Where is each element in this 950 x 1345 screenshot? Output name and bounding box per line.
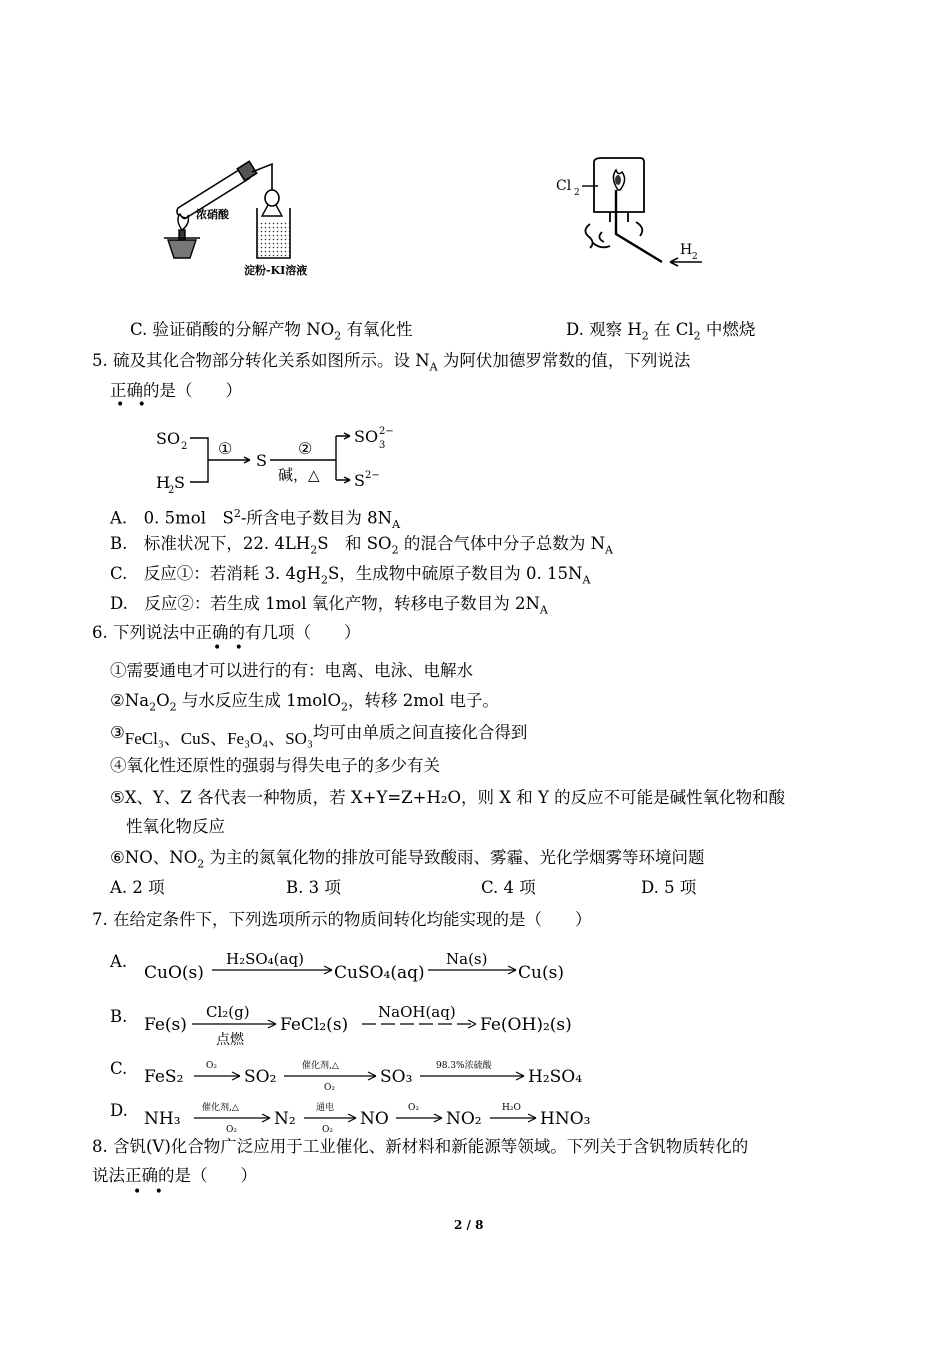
q7-d-label: D. xyxy=(110,1101,128,1120)
fig-d-label-cl2: Cl xyxy=(556,178,572,194)
q6-choice-a: A. 2 项 xyxy=(110,878,165,897)
q7-c-r3: 98.3%浓硫酸 xyxy=(436,1061,492,1071)
q7-b-s2: FeCl₂(s) xyxy=(280,1015,349,1035)
q5-opt-a-sub: A xyxy=(392,517,401,531)
q6-item6 xyxy=(110,847,704,875)
fig-c-label-acid: 浓硝酸 xyxy=(196,208,229,221)
q6-choice-d: D. 5 项 xyxy=(641,878,697,897)
scheme-s2: S xyxy=(354,471,365,490)
q6-item3-post: 均可由单质之间直接化合得到 xyxy=(312,723,528,742)
scheme-h2s-h: H xyxy=(156,473,170,492)
q6-item2-o: O xyxy=(156,691,170,710)
q7-b-r2: NaOH(aq) xyxy=(378,1003,456,1021)
q6-item5-line1: ⑤X、Y、Z 各代表一种物质，若 X+Y=Z+H₂O，则 X 和 Y 的反应不可能是碱性氧化物和酸 xyxy=(110,788,786,807)
q7-option-d-equation xyxy=(140,1098,600,1138)
q7-option-b-equation xyxy=(140,998,590,1052)
q4-option-d-sub1: 2 xyxy=(641,329,649,343)
q7-stem: 7. 在给定条件下，下列选项所示的物质间转化均能实现的是（ ） xyxy=(92,910,592,929)
q7-c-s2: SO₂ xyxy=(244,1067,277,1087)
alcohol-burner xyxy=(164,214,200,258)
q5-opt-b-mid: S 和 SO xyxy=(317,534,392,553)
q6-item3-num: ③ xyxy=(110,723,125,742)
q5-opt-c-post: S，生成物中硫原子数目为 0. 15N xyxy=(327,564,583,583)
q5-sulfur-scheme xyxy=(150,422,410,494)
q5-option-a xyxy=(110,503,400,536)
q7-d-s1: NH₃ xyxy=(144,1109,181,1129)
q6-item3-formula: FeCl₃、CuS、Fe₃O₄、SO₃ xyxy=(124,729,313,748)
delivery-tube xyxy=(252,164,272,190)
q4-option-d-sub2: 2 xyxy=(693,329,701,343)
scheme-h2s-sub: 2 xyxy=(168,485,175,494)
q6-item2 xyxy=(110,690,499,718)
scheme-step2: ② xyxy=(298,439,313,458)
scheme-so3-sup: 2− xyxy=(379,426,394,437)
funnel-bulb xyxy=(265,190,279,206)
fig-d-label-cl2-sub: 2 xyxy=(574,188,580,198)
scheme-s-mid: S xyxy=(256,451,267,470)
q5-opt-b-pre: B. 标准状况下，22. 4LH xyxy=(110,534,311,553)
q7-d-r2-top: 通电 xyxy=(316,1103,335,1113)
q5-opt-a-pre: A. 0. 5mol S xyxy=(110,508,234,528)
q6-stem: 6. 下列说法中正确的有几项（ ） xyxy=(92,623,361,642)
q7-d-s3: NO xyxy=(360,1109,389,1129)
scheme-step1: ① xyxy=(218,439,233,458)
q7-c-r2-top: 催化剂,△ xyxy=(302,1061,339,1071)
q7-c-s4: H₂SO₄ xyxy=(528,1067,583,1087)
q6-item2-sub1: 2 xyxy=(149,700,157,714)
q7-a-s2: CuSO₄(aq) xyxy=(334,963,425,983)
q8-line2: 说法正确的是（ ） xyxy=(92,1166,257,1185)
q5-stem-post: 为阿伏加德罗常数的值，下列说法 xyxy=(437,351,691,370)
q7-d-s2: N₂ xyxy=(274,1109,296,1129)
q7-d-r1-bot: O₂ xyxy=(226,1125,237,1135)
q6-choice-c: C. 4 项 xyxy=(481,878,536,897)
scheme-s2-sup: 2− xyxy=(365,470,380,481)
q5-opt-c-pre: C. 反应①：若消耗 3. 4gH xyxy=(110,564,321,583)
q5-opt-d-pre: D. 反应②：若生成 1mol 氧化产物，转移电子数目为 2N xyxy=(110,594,540,613)
q5-opt-d-sub: A xyxy=(539,603,548,617)
q5-opt-a-sup: 2 xyxy=(233,507,241,520)
q7-option-c-equation xyxy=(140,1054,590,1096)
q7-a-r1: H₂SO₄(aq) xyxy=(226,950,304,968)
scheme-so3-sub: 3 xyxy=(379,440,386,451)
q4-option-d-mid: 在 Cl xyxy=(648,320,694,339)
page-number: 2 / 8 xyxy=(454,1218,484,1232)
emphasis-dots: • • xyxy=(213,640,243,656)
q4-option-c-text: C. 验证硝酸的分解产物 NO xyxy=(130,320,335,339)
q7-d-s4: NO₂ xyxy=(446,1109,482,1129)
q7-b-s3: Fe(OH)₂(s) xyxy=(480,1015,572,1035)
q7-a-label: A. xyxy=(110,952,128,971)
q7-b-r1-bot: 点燃 xyxy=(216,1032,244,1048)
q4-option-d xyxy=(566,319,755,347)
q5-opt-c-sub1: 2 xyxy=(320,573,328,587)
q6-item6-post: 为主的氮氧化物的排放可能导致酸雨、雾霾、光化学烟雾等环境问题 xyxy=(204,848,705,867)
q7-a-s1: CuO(s) xyxy=(144,963,204,983)
emphasis-dots: • • xyxy=(133,1184,163,1200)
scheme-so2-sub: 2 xyxy=(181,441,188,452)
q7-d-r3: O₂ xyxy=(408,1103,419,1113)
q7-d-r2-bot: O₂ xyxy=(322,1125,333,1135)
q7-c-r2-bot: O₂ xyxy=(324,1083,335,1093)
q6-item6-pre: ⑥NO、NO xyxy=(110,848,198,867)
q5-opt-b-post: 的混合气体中分子总数为 N xyxy=(398,534,606,553)
q7-c-label: C. xyxy=(110,1059,128,1078)
q6-item2-pre: ②Na xyxy=(110,691,150,710)
q7-d-r1-top: 催化剂,△ xyxy=(202,1103,239,1113)
q7-option-a-equation xyxy=(140,944,580,988)
q7-c-r1: O₂ xyxy=(206,1061,217,1071)
q8-line1: 8. 含钒(V)化合物广泛应用于工业催化、新材料和新能源等领域。下列关于含钒物质转化的 xyxy=(92,1137,749,1156)
q6-item2-sub3: 2 xyxy=(340,700,348,714)
figure-c-apparatus xyxy=(160,150,350,280)
q5-opt-b-sub2: 2 xyxy=(391,543,399,557)
q5-opt-a-mid: -所含电子数目为 8N xyxy=(240,508,393,528)
fig-c-label-solution: 淀粉-KI溶液 xyxy=(244,264,308,277)
q5-option-d xyxy=(110,593,548,621)
q6-item3 xyxy=(110,722,528,748)
q6-item1: ①需要通电才可以进行的有：电离、电泳、电解水 xyxy=(110,661,473,680)
q4-option-c xyxy=(130,319,413,347)
scheme-so3: SO xyxy=(354,427,379,446)
q6-item4: ④氧化性还原性的强弱与得失电子的多少有关 xyxy=(110,756,440,775)
q6-item5-line2: 性氧化物反应 xyxy=(126,817,225,836)
q7-b-s1: Fe(s) xyxy=(144,1015,187,1035)
q6-choice-b: B. 3 项 xyxy=(286,878,341,897)
fig-d-label-h2: H xyxy=(680,242,693,258)
q7-c-s1: FeS₂ xyxy=(144,1067,184,1087)
q4-option-d-text: D. 观察 H xyxy=(566,320,642,339)
q6-item2-mid: 与水反应生成 1molO xyxy=(176,691,341,710)
q7-a-s3: Cu(s) xyxy=(518,963,564,983)
q6-item2-sub2: 2 xyxy=(169,700,177,714)
q5-stem-line2: 正确的是（ ） xyxy=(110,381,242,400)
scheme-so2: SO xyxy=(156,429,181,448)
scheme-condition: 碱，△ xyxy=(278,466,320,484)
q5-option-b xyxy=(110,533,613,561)
q7-a-r2: Na(s) xyxy=(446,950,488,968)
q7-d-s5: HNO₃ xyxy=(540,1109,591,1129)
q6-item6-sub: 2 xyxy=(197,857,205,871)
scheme-h2s-s: S xyxy=(174,473,185,492)
q4-option-d-post: 中燃烧 xyxy=(700,320,756,339)
q4-option-c-sub: 2 xyxy=(334,329,342,343)
q5-stem-sub: A xyxy=(429,360,438,374)
q7-c-s3: SO₃ xyxy=(380,1067,413,1087)
emphasis-dots: • • xyxy=(116,397,146,413)
q7-b-label: B. xyxy=(110,1007,128,1026)
q5-opt-b-sub3: A xyxy=(605,543,613,557)
q7-d-r4: H₂O xyxy=(502,1103,521,1113)
q6-item2-post: ，转移 2mol 电子。 xyxy=(347,691,499,710)
q5-opt-c-sub2: A xyxy=(582,573,591,587)
q7-b-r1-top: Cl₂(g) xyxy=(206,1003,250,1021)
q5-stem-line1 xyxy=(92,350,690,378)
fig-d-label-h2-sub: 2 xyxy=(692,252,698,262)
q5-opt-b-sub1: 2 xyxy=(310,543,318,557)
q5-option-c xyxy=(110,563,590,591)
q4-option-c-post: 有氧化性 xyxy=(341,320,413,339)
q5-stem-pre: 5. 硫及其化合物部分转化关系如图所示。设 N xyxy=(92,351,430,370)
h2-tube xyxy=(616,190,662,262)
figure-d-apparatus xyxy=(552,150,722,275)
